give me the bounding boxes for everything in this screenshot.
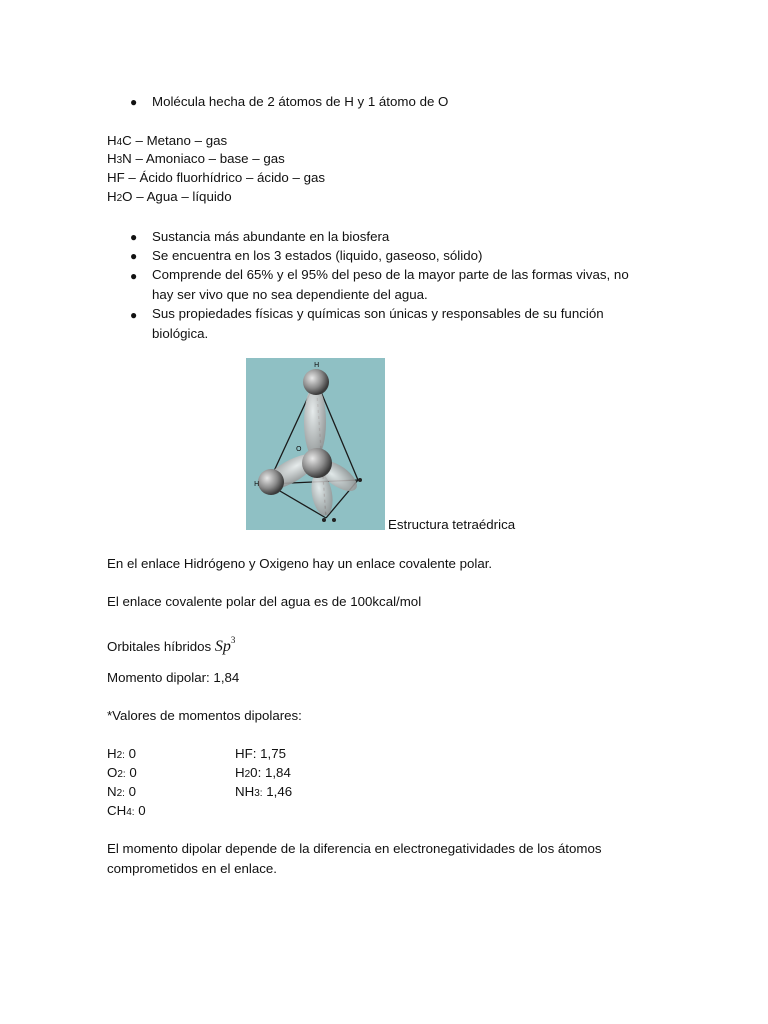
dipole-value: O2: 0: [107, 765, 137, 780]
bullet-dot: ●: [130, 308, 138, 322]
property-text: Sus propiedades físicas y químicas son únicas y responsables de su función biológica.: [152, 306, 604, 341]
dipole-value: NH3: 1,46: [235, 784, 293, 799]
dipole-value: N2: 0: [107, 784, 137, 799]
water-molecule-diagram: [246, 358, 385, 530]
compound-line: H3N – Amoniaco – base – gas: [107, 151, 285, 166]
dipole-paragraph: Momento dipolar: 1,84: [107, 670, 240, 685]
energy-paragraph: El enlace covalente polar del agua es de 100kcal/mol: [107, 594, 422, 609]
dipole-value: H20: 1,84: [235, 765, 291, 780]
label-h-top: H: [314, 361, 320, 369]
dipole-value: CH4: 0: [107, 803, 146, 818]
bullet-dot: ●: [130, 230, 138, 244]
compound-line: H4C – Metano – gas: [107, 133, 228, 148]
orbital-symbol: Sp: [214, 638, 231, 655]
tetrahedral-structure-image: [246, 358, 385, 530]
conclusion-paragraph: El momento dipolar depende de la diferencia en electronegatividades de los átomos comprometidos en el enlace.: [107, 841, 602, 876]
label-o: O: [296, 445, 302, 453]
bullet-dot: ●: [130, 249, 138, 263]
bullet-dot: ●: [130, 95, 138, 109]
compound-line: H2O – Agua – líquido: [107, 189, 232, 204]
dipole-values-title: *Valores de momentos dipolares:: [107, 708, 302, 723]
property-text: Sustancia más abundante en la biosfera: [152, 229, 390, 244]
intro-bullet-text: Molécula hecha de 2 átomos de H y 1 átomo de O: [152, 94, 449, 109]
figure-caption: Estructura tetraédrica: [388, 517, 516, 532]
bond-paragraph: En el enlace Hidrógeno y Oxigeno hay un enlace covalente polar.: [107, 556, 493, 571]
bullet-dot: ●: [130, 269, 138, 283]
property-text: Comprende del 65% y el 95% del peso de la mayor parte de las formas vivas, no hay ser vivo que no sea dependiente del agua.: [152, 267, 629, 302]
compound-line: HF – Ácido fluorhídrico – ácido – gas: [107, 170, 326, 185]
orbitals-paragraph: Orbitales híbridos Sp$^3$: [107, 635, 236, 655]
label-h-left: H: [254, 480, 260, 488]
property-text: Se encuentra en los 3 estados (liquido, gaseoso, sólido): [152, 248, 483, 263]
dipole-value: HF: 1,75: [235, 746, 287, 761]
dipole-value: H2: 0: [107, 746, 137, 761]
